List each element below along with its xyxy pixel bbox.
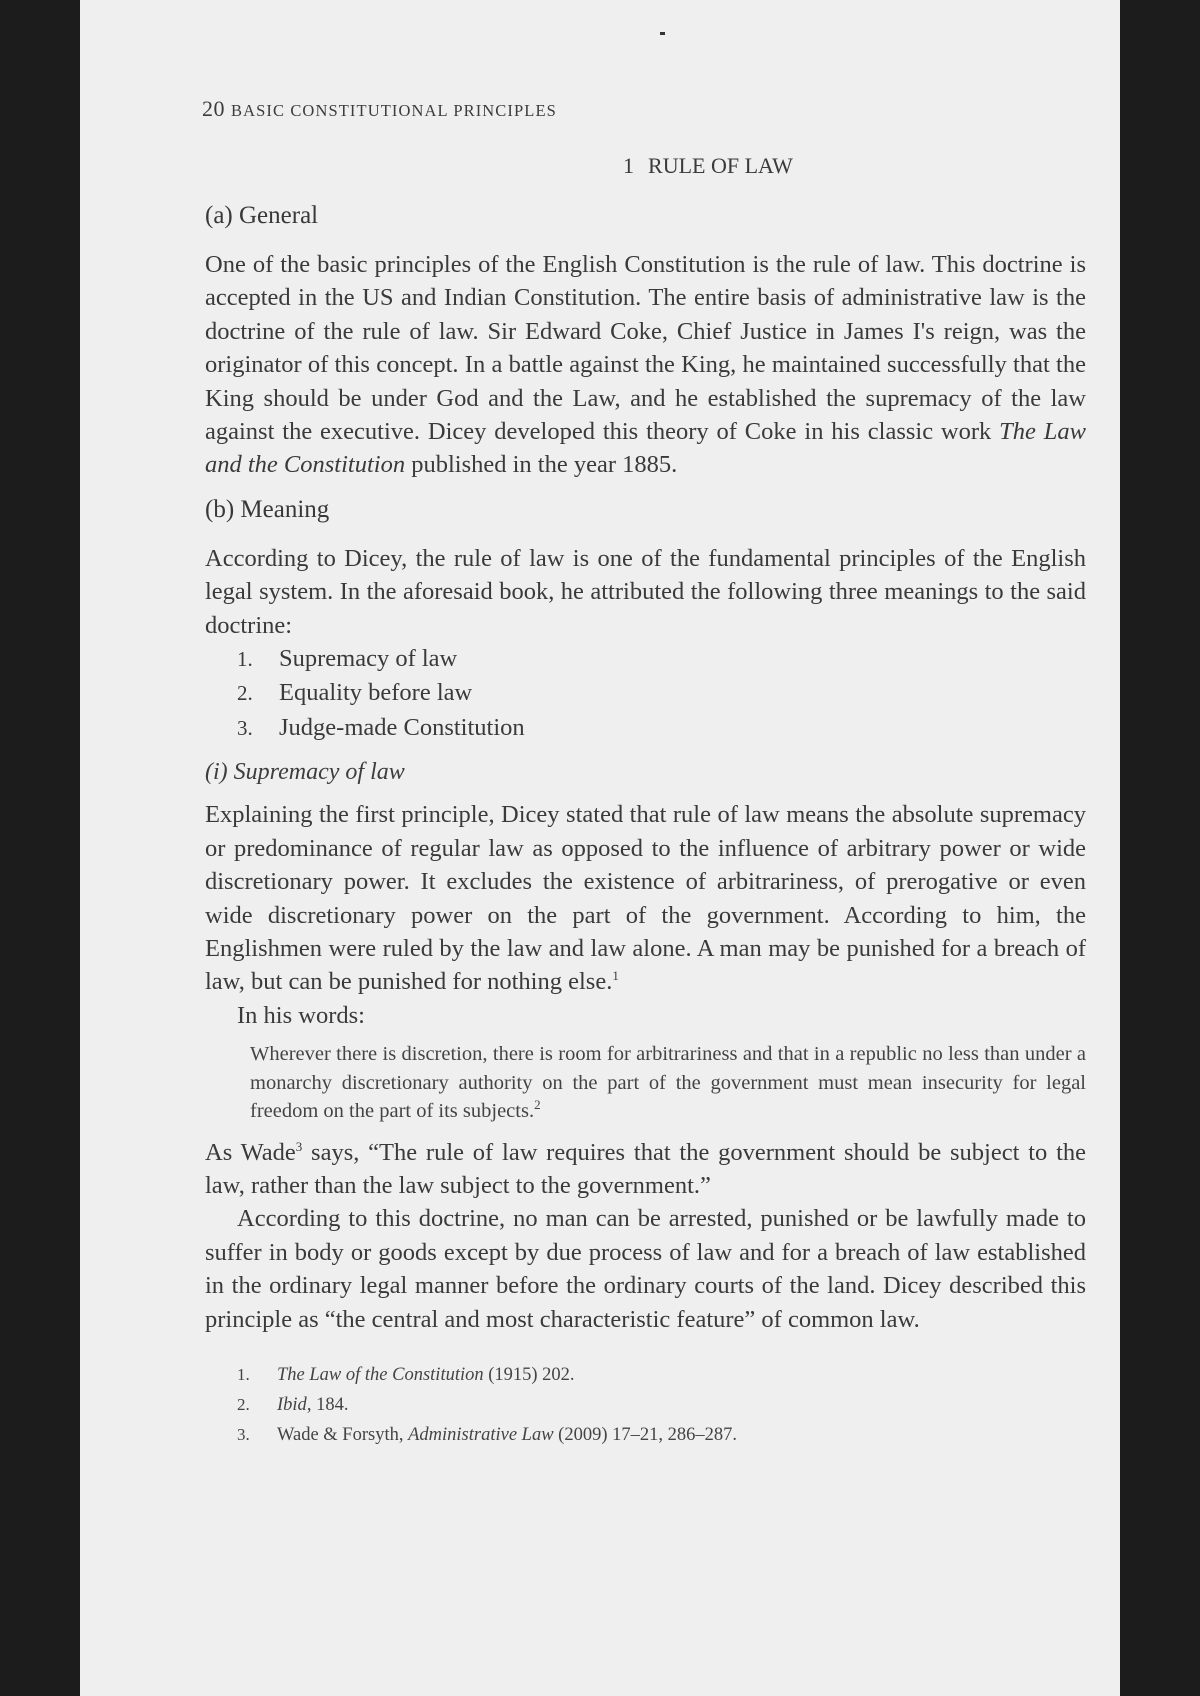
list-number: 3. bbox=[237, 715, 253, 740]
chapter-title: RULE OF LAW bbox=[648, 153, 793, 178]
subsection-i-paragraph-1 bbox=[205, 798, 1086, 998]
footnote-text: Wade & Forsyth, bbox=[277, 1425, 409, 1446]
quote-intro: In his words: bbox=[237, 1001, 365, 1029]
list-text: Judge-made Constitution bbox=[279, 713, 525, 741]
footnote-ref[interactable]: 2 bbox=[534, 1097, 541, 1113]
footnote-ref[interactable]: 3 bbox=[295, 1138, 303, 1154]
subsection-title: Supremacy of law bbox=[233, 759, 405, 786]
subsection-i-paragraph-3: According to this doctrine, no man can be arrested, punished or be lawfully made to suffer in body or goods except by due process of law and for a breach of law established in the ordinary legal manner before the ordinary courts of the land. Dicey described this principle as “the central and most characteristic feature” of common law. bbox=[205, 1205, 1086, 1333]
chapter-number: 1 bbox=[623, 153, 635, 178]
paragraph-text: says, “The rule of law requires that the government should be subject to the law, rather than the law subject to the government.” bbox=[205, 1138, 1086, 1200]
subsection-i-paragraph-2 bbox=[205, 1136, 1086, 1203]
section-a-paragraph bbox=[205, 248, 1086, 482]
section-a-heading: (a) General bbox=[205, 202, 319, 229]
footnote-text: , 184. bbox=[306, 1395, 349, 1416]
list-item bbox=[205, 711, 1086, 745]
footnote-title: Ibid bbox=[277, 1395, 307, 1416]
footnote-number: 2. bbox=[237, 1395, 250, 1415]
footnote bbox=[237, 1390, 1086, 1420]
footnote-text: (2009) 17–21, 286–287. bbox=[553, 1425, 737, 1446]
quote-text: Wherever there is discretion, there is room for arbitrariness and that in a republic no less than under a monarchy discretionary authority on the part of the government must mean insecurity for legal freedom on the part of its subjects. bbox=[250, 1043, 1086, 1123]
meanings-list bbox=[205, 642, 1086, 745]
subsection-i-heading bbox=[205, 759, 1086, 786]
chapter-heading bbox=[205, 153, 1086, 179]
list-text: Equality before law bbox=[279, 679, 473, 707]
footnote-title: Administrative Law bbox=[408, 1425, 554, 1446]
book-page bbox=[80, 0, 1120, 1696]
footnote-number: 3. bbox=[237, 1425, 250, 1445]
running-head bbox=[202, 96, 1086, 122]
paragraph-text: Explaining the first principle, Dicey stated that rule of law means the absolute supremacy or predominance of regular law as opposed to the influence of arbitrary power or wide discretionary power. It excludes the existence of arbitrariness, of prerogative or even wide discretionary power on the part of the government. According to him, the Englishmen were ruled by the law and law alone. A man may be punished for a breach of law, but can be punished for nothing else. bbox=[205, 801, 1086, 996]
section-b-heading: (b) Meaning bbox=[205, 495, 330, 523]
footnote bbox=[237, 1420, 1086, 1450]
list-number: 1. bbox=[237, 647, 253, 672]
book-title: The Law and the Constitution bbox=[205, 418, 1086, 479]
page-number: 20 bbox=[202, 96, 225, 121]
scan-speck bbox=[660, 32, 665, 35]
block-quote bbox=[205, 1040, 1086, 1126]
subsection-number: (i) bbox=[205, 759, 228, 786]
footnote-ref[interactable]: 1 bbox=[612, 968, 619, 984]
page-content bbox=[202, 96, 1086, 1450]
list-text: Supremacy of law bbox=[279, 645, 458, 673]
list-item bbox=[205, 642, 1086, 676]
running-head-title: BASIC CONSTITUTIONAL PRINCIPLES bbox=[231, 101, 557, 120]
footnotes bbox=[205, 1360, 1086, 1450]
footnote-number: 1. bbox=[237, 1365, 250, 1385]
list-item bbox=[205, 676, 1086, 710]
section-a-text-end: published in the year 1885. bbox=[405, 451, 678, 479]
section-a-text: One of the basic principles of the English Constitution is the rule of law. This doctrine is accepted in the US and Indian Constitution. The entire basis of administrative law is the doctrine of the rule of law. Sir Edward Coke, Chief Justice in James I's reign, was the originator of this concept. In a battle against the King, he maintained successfully that the King should be under God and the Law, and he established the supremacy of the law against the executive. Dicey developed this theory of Coke in his classic work bbox=[205, 251, 1086, 446]
list-number: 2. bbox=[237, 681, 253, 706]
footnote-text: (1915) 202. bbox=[483, 1365, 575, 1386]
section-b-paragraph: According to Dicey, the rule of law is one of the fundamental principles of the English legal system. In the aforesaid book, he attributed the following three meanings to the said doctrine: bbox=[205, 544, 1086, 639]
paragraph-text: As Wade bbox=[205, 1138, 296, 1166]
footnote bbox=[237, 1360, 1086, 1390]
footnote-title: The Law of the Constitution bbox=[277, 1365, 484, 1386]
